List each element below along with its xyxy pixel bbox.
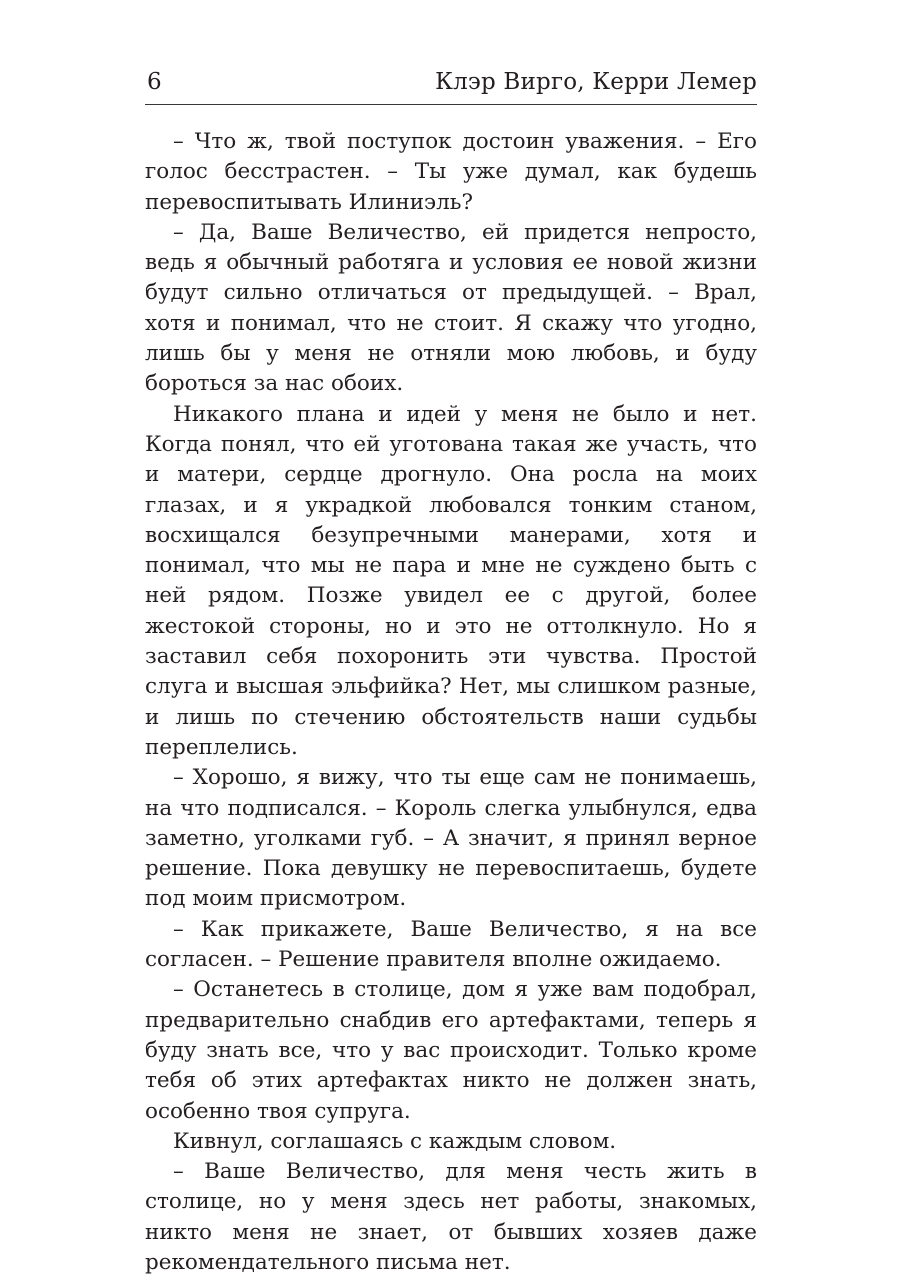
paragraph: – Останетесь в столице, дом я уже вам подобрал, предварительно снабдив его артефактами, теперь я буду знать все, что у вас происходит. Только кроме тебя об этих артефактах никто не должен знать, особенно твоя супруга. [145, 977, 757, 1124]
paragraph: – Да, Ваше Величество, ей придется непросто, ведь я обычный работяга и условия ее новой жизни будут сильно отличаться от предыдущей. – Врал, хотя и понимал, что не стоит. Я скажу что угодно, лишь бы у меня не отняли мою любовь, и буду бороться за нас обоих. [145, 219, 757, 397]
running-head-authors: Клэр Вирго, Керри Лемер [435, 69, 757, 95]
paragraph: – Ваше Величество, для меня честь жить в столице, но у меня здесь нет работы, знакомых, никто меня не знает, от бывших хозяев даже рекомендательного письма нет. [145, 1159, 757, 1275]
body-text [145, 127, 757, 1278]
paragraph: Никакого плана и идей у меня не было и нет. Когда понял, что ей уготована такая же участь, что и матери, сердце дрогнуло. Она росла на моих глазах, и я украдкой любовался тонким станом, восхищался безупречными манерами, хотя и понимал, что мы не пара и мне не суждено быть с ней рядом. Позже увидел ее с другой, более жестокой стороны, но и это не оттолкнуло. Но я заставил себя похоронить эти чувства. Простой слуга и высшая эльфийка? Нет, мы слишком разные, и лишь по стечению обстоятельств наши судьбы переплелись. [145, 401, 757, 760]
book-page [145, 58, 757, 1278]
paragraph: – Хорошо, я вижу, что ты еще сам не понимаешь, на что подписался. – Король слегка улыбнулся, едва заметно, уголками губ. – А значит, я принял верное решение. Пока девушку не перевоспитаешь, будете под моим присмотром. [145, 765, 757, 912]
running-head [145, 58, 757, 105]
paragraph: Кивнул, соглашаясь с каждым словом. [173, 1128, 617, 1154]
paragraph: – Что ж, твой поступок достоин уважения. – Его голос бесстрастен. – Ты уже думал, как будешь перевоспитывать Илиниэль? [145, 129, 757, 215]
paragraph: – Как прикажете, Ваше Величество, я на все согласен. – Решение правителя вполне ожидаемо. [145, 916, 757, 973]
page-number: 6 [147, 69, 162, 95]
